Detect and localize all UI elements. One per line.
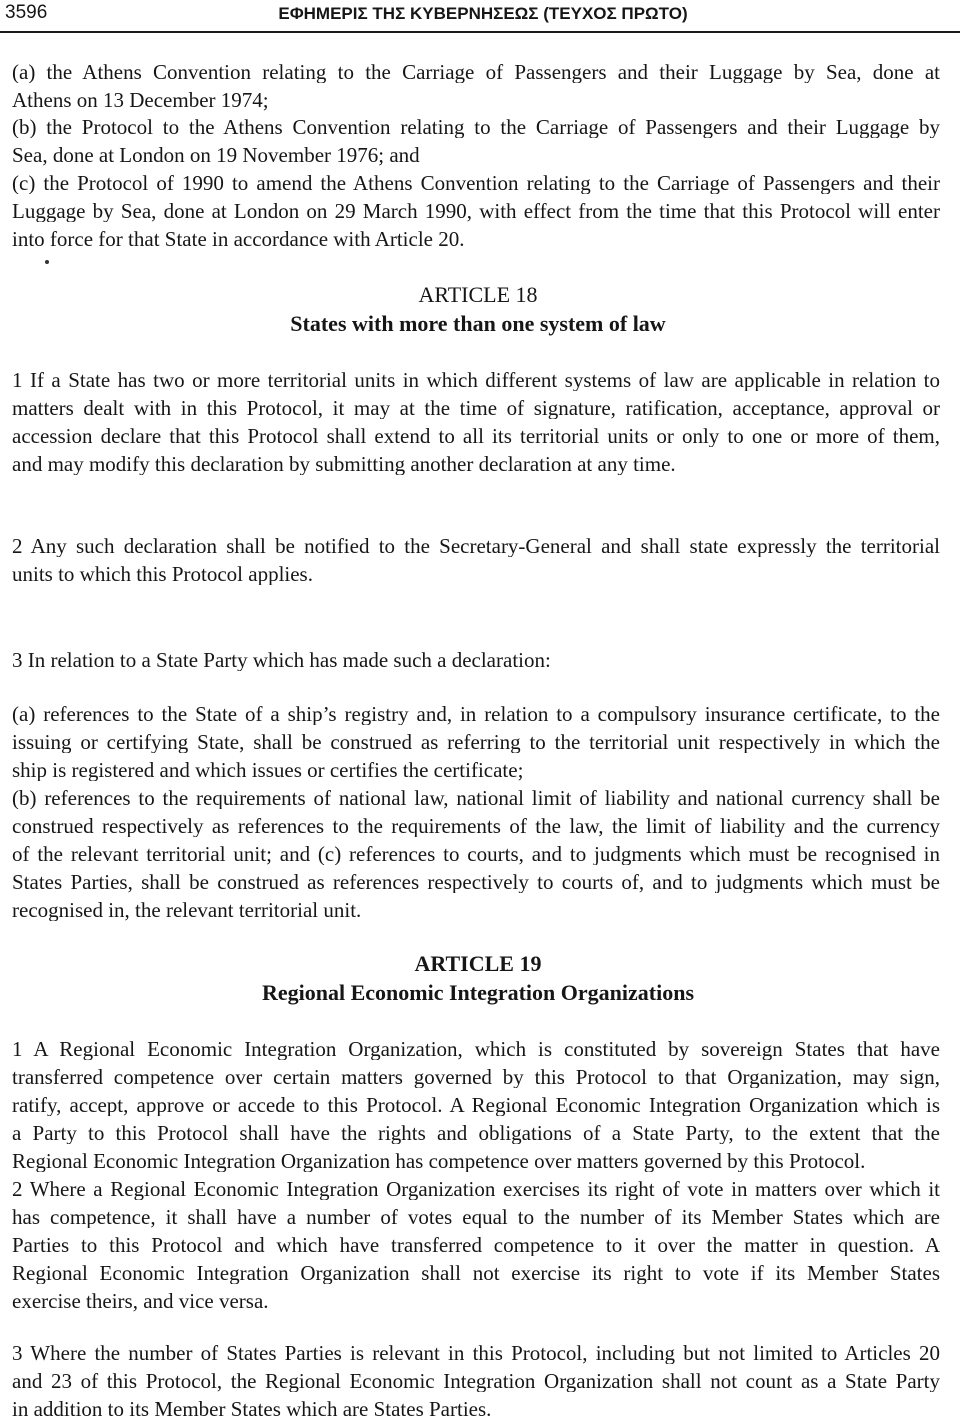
text-line: construed respectively as references to the requirements of the law, the limit of liability and the currency <box>12 815 940 837</box>
header-rule <box>0 31 960 33</box>
text-line: transferred competence over certain matters governed by this Protocol to that Organization, may sign, <box>12 1066 940 1088</box>
text-line: of the relevant territorial unit; and (c) references to courts, and to judgments which must be recognised in <box>12 843 940 865</box>
page-number: 3596 <box>5 2 48 23</box>
article-19-paragraph-3 <box>12 1342 940 1420</box>
text-line: recognised in, the relevant territorial unit. <box>12 899 362 921</box>
article-18-paragraph-2 <box>12 535 940 585</box>
article-19-subtitle: Regional Economic Integration Organizations <box>261 980 695 1005</box>
paragraph-intro-a <box>12 61 940 111</box>
text-line: issuing or certifying State, shall be construed as referring to the territorial unit respectively in which the <box>12 731 940 753</box>
text-line: 1 If a State has two or more territorial units in which different systems of law are applicable in relation to <box>12 369 940 391</box>
text-line: (a) the Athens Convention relating to the Carriage of Passengers and their Luggage by Sea, done at <box>12 61 940 83</box>
article-19-paragraph-2 <box>12 1178 940 1312</box>
gazette-title: ΕΦΗΜΕΡΙΣ ΤΗΣ ΚΥΒΕΡΝΗΣΕΩΣ (ΤΕΥΧΟΣ ΠΡΩΤΟ) <box>278 4 688 23</box>
text-line: accession declare that this Protocol shall extend to all its territorial units or only to one or more of them, <box>12 425 940 447</box>
text-line: Regional Economic Integration Organization shall not exercise its right to vote if its Member States <box>12 1262 940 1284</box>
article-18-paragraph-3a <box>12 703 940 781</box>
text-line: and 23 of this Protocol, the Regional Economic Integration Organization shall not count as a State Party <box>12 1370 940 1392</box>
text-line: into force for that State in accordance with Article 20. <box>12 228 465 250</box>
article-18-subtitle: States with more than one system of law <box>290 311 666 336</box>
text-line: 2 Any such declaration shall be notified to the Secretary-General and shall state expressly the territorial <box>12 535 940 557</box>
paragraph-intro-c <box>12 172 940 250</box>
text-line: Regional Economic Integration Organization has competence over matters governed by this Protocol. <box>12 1150 866 1172</box>
text-line: States Parties, shall be construed as references respectively to courts of, and to judgments which must be <box>12 871 940 893</box>
text-line: Athens on 13 December 1974; <box>12 89 269 111</box>
text-line: 2 Where a Regional Economic Integration Organization exercises its right of vote in matters over which it <box>12 1178 940 1200</box>
text-line: in addition to its Member States which are States Parties. <box>12 1398 492 1420</box>
article-18-paragraph-3b <box>12 787 940 921</box>
text-line: 3 In relation to a State Party which has made such a declaration: <box>12 649 551 671</box>
text-line: a Party to this Protocol shall have the rights and obligations of a State Party, to the extent that the <box>12 1122 940 1144</box>
text-line: (b) the Protocol to the Athens Convention relating to the Carriage of Passengers and their Luggage by <box>12 116 940 138</box>
text-line: (c) the Protocol of 1990 to amend the Athens Convention relating to the Carriage of Passengers and their <box>12 172 940 194</box>
scan-speck <box>45 260 49 264</box>
text-line: matters dealt with in this Protocol, it may at the time of signature, ratification, acceptance, approval or <box>12 397 940 419</box>
text-line: 3 Where the number of States Parties is relevant in this Protocol, including but not limited to Articles 20 <box>12 1342 940 1364</box>
text-line: 1 A Regional Economic Integration Organization, which is constituted by sovereign States that have <box>12 1038 940 1060</box>
article-19-paragraph-1 <box>12 1038 940 1172</box>
article-18-paragraph-3 <box>12 649 940 671</box>
text-line: and may modify this declaration by submitting another declaration at any time. <box>12 453 676 475</box>
text-line: Sea, done at London on 19 November 1976; and <box>12 144 420 166</box>
text-line: ship is registered and which issues or certifies the certificate; <box>12 759 524 781</box>
text-line: Luggage by Sea, done at London on 29 March 1990, with effect from the time that this Protocol will enter <box>12 200 940 222</box>
article-19-heading: ARTICLE 19 <box>414 951 542 976</box>
paragraph-intro-b <box>12 116 940 166</box>
text-line: (b) references to the requirements of national law, national limit of liability and national currency shall be <box>12 787 940 809</box>
text-line: ratify, accept, approve or accede to this Protocol. A Regional Economic Integration Organization which is <box>12 1094 940 1116</box>
text-line: exercise theirs, and vice versa. <box>12 1290 269 1312</box>
text-line: units to which this Protocol applies. <box>12 563 313 585</box>
article-18-paragraph-1 <box>12 369 940 475</box>
text-line: has competence, it shall have a number of votes equal to the number of its Member States which are <box>12 1206 940 1228</box>
article-18-heading: ARTICLE 18 <box>418 282 538 307</box>
text-line: (a) references to the State of a ship’s registry and, in relation to a compulsory insurance certificate, to the <box>12 703 940 725</box>
text-line: Parties to this Protocol and which have transferred competence to it over the matter in question. A <box>12 1234 940 1256</box>
